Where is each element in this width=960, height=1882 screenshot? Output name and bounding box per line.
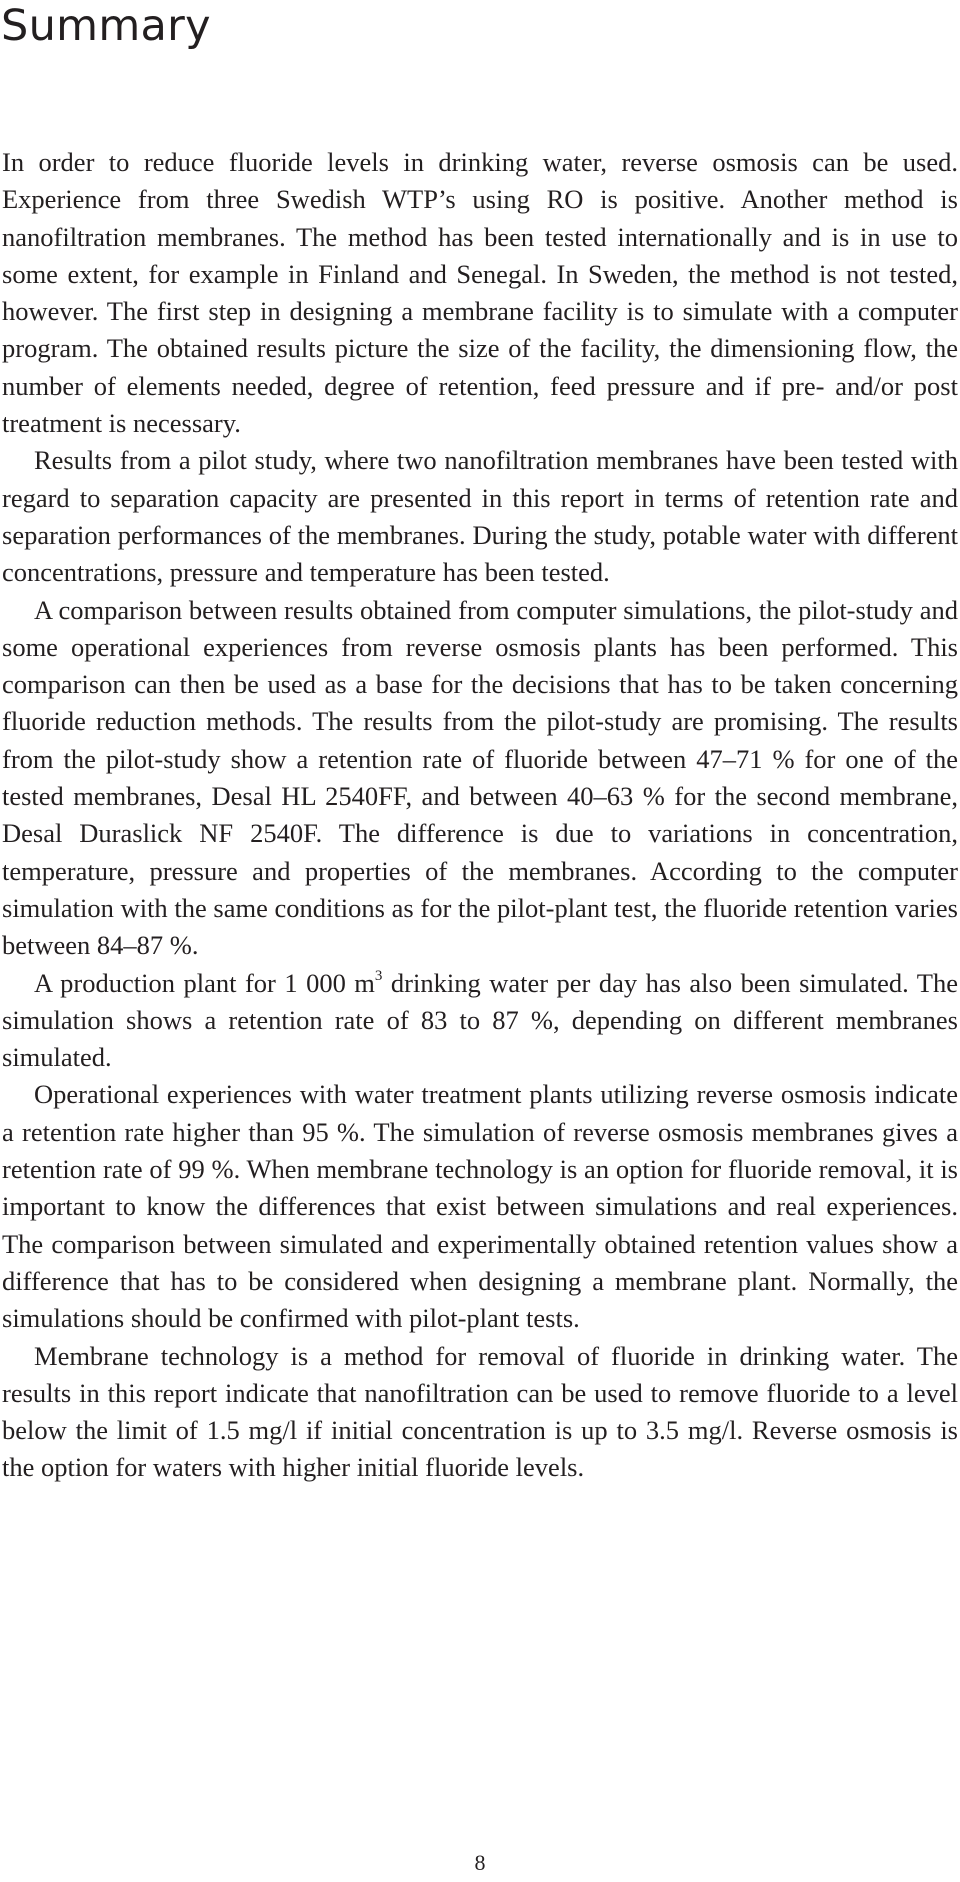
paragraph-conclusion: Membrane technology is a method for removal of fluoride in drinking water. The results in this report indicate that nanofiltration can be used to remove fluoride to a level below the limit of 1.5 mg/l if initial concentration is up to 3.5 mg/l. Reverse osmosis is the option for waters with higher initial fluoride levels. — [2, 1340, 958, 1483]
paragraph-production-plant — [2, 965, 958, 1077]
paragraph-comparison: A comparison between results obtained from computer simulations, the pilot-study and some operational experiences from reverse osmosis plants has been performed. This comparison can then be used as a base for the decisions that has to be taken concerning fluoride reduction methods. The results from the pilot-study are promising. The results from the pilot-study show a retention rate of fluoride between 47–71 % for one of the tested membranes, Desal HL 2540FF, and between 40–63 % for the second membrane, Desal Duraslick NF 2540F. The difference is due to variations in concentration, temperature, pressure and properties of the membranes. According to the computer simulation with the same conditions as for the pilot-plant test, the fluoride retention varies between 84–87 %. — [2, 594, 958, 961]
cubic-superscript: 3 — [374, 967, 383, 984]
summary-body — [2, 144, 958, 1487]
page-heading: Summary — [1, 1, 211, 51]
paragraph-pilot-study: Results from a pilot study, where two nanofiltration membranes have been tested with regard to separation capacity are presented in this report in terms of retention rate and separation performances of the membranes. During the study, potable water with different concentrations, pressure and temperature has been tested. — [2, 445, 958, 588]
paragraph-intro: In order to reduce fluoride levels in drinking water, reverse osmosis can be used. Experience from three Swedish WTP’s using RO is positive. Another method is nanofiltration membranes. The method has been tested internationally and is in use to some extent, for example in Finland and Senegal. In Sweden, the method is not tested, however. The first step in designing a membrane facility is to simulate with a computer program. The obtained results picture the size of the facility, the dimensioning flow, the number of elements needed, degree of retention, feed pressure and if pre- and/or post treatment is necessary. — [2, 147, 958, 439]
production-plant-text-end: drinking water per day has also been simulated. The simulation shows a retention rate of 83 to 87 %, depending on different membranes simulated. — [2, 967, 958, 1073]
production-plant-text-start: A production plant for 1 000 m — [34, 967, 375, 998]
page-number: 8 — [474, 1850, 486, 1875]
paragraph-operational-experiences: Operational experiences with water treatment plants utilizing reverse osmosis indicate a retention rate higher than 95 %. The simulation of reverse osmosis membranes gives a retention rate of 99 %. When membrane technology is an option for fluoride removal, it is important to know the differences that exist between simulations and real experiences. The comparison between simulated and experimentally obtained retention values show a difference that has to be considered when designing a membrane plant. Normally, the simulations should be confirmed with pilot-plant tests. — [2, 1079, 958, 1334]
